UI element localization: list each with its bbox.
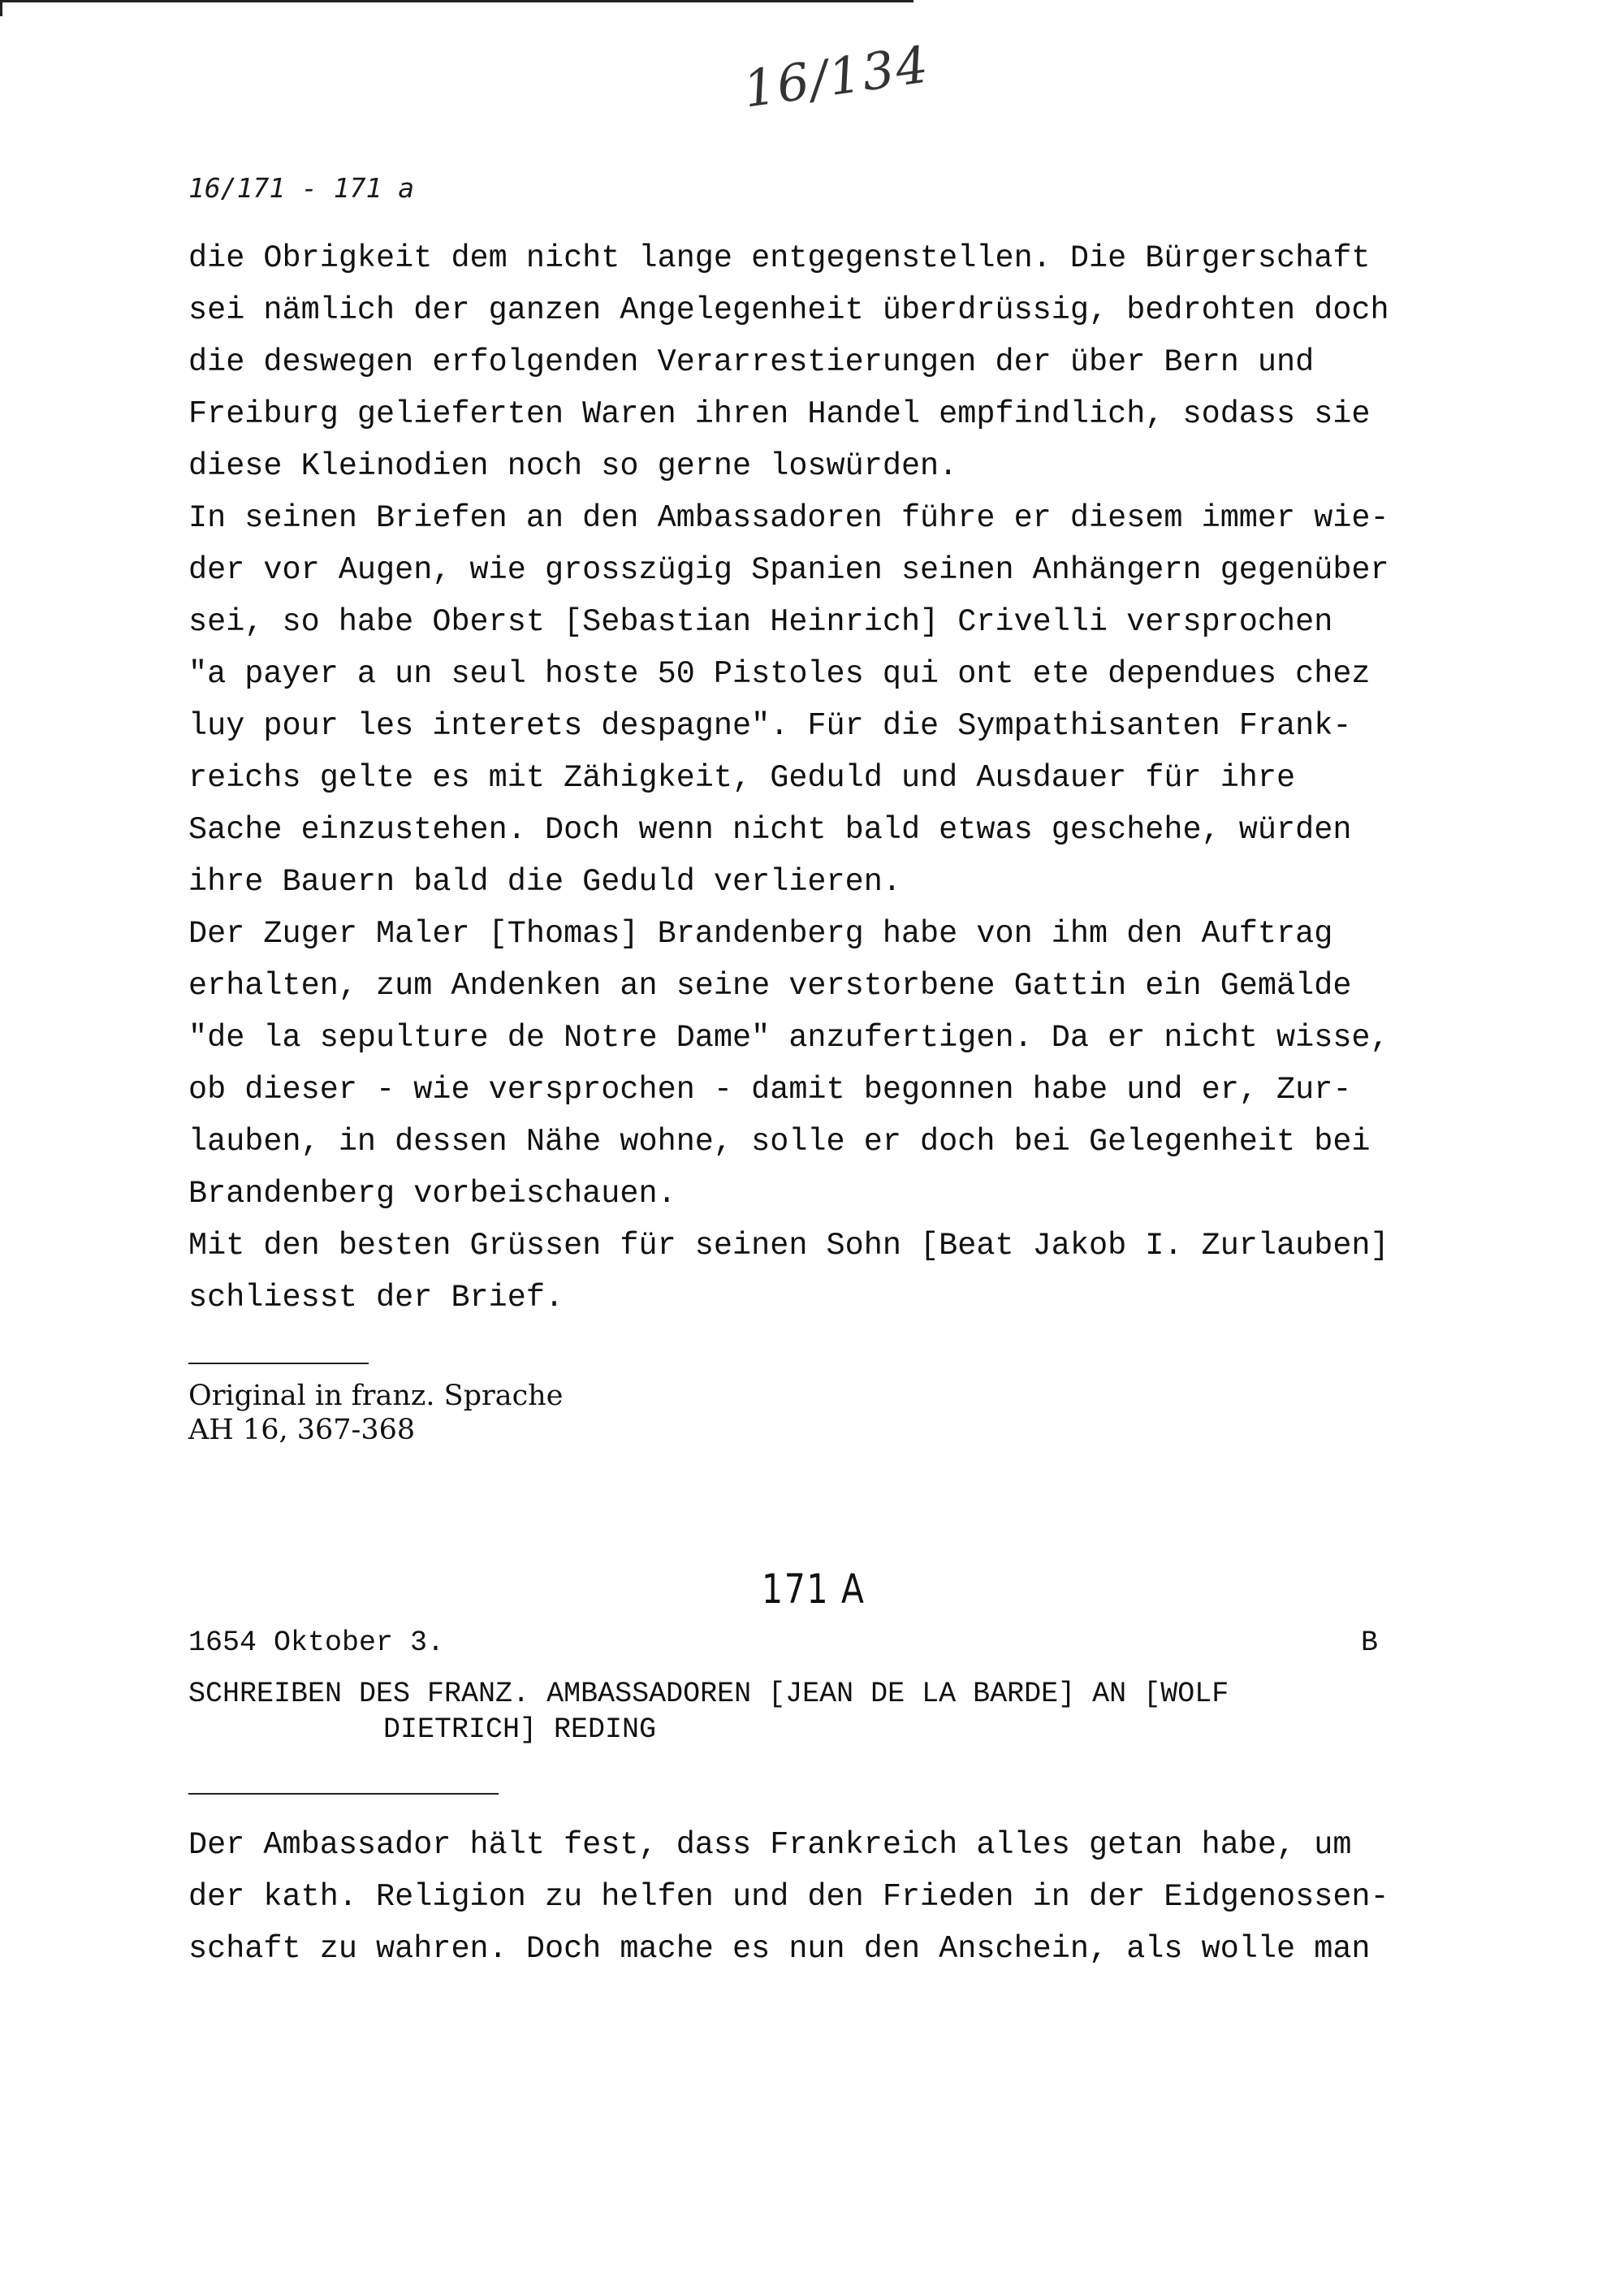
text-line: der vor Augen, wie grosszügig Spanien seinen Anhängern gegenüber [188, 552, 1389, 588]
entry-title [188, 1676, 1229, 1748]
footnote-language: Original in franz. Sprache [188, 1380, 564, 1412]
text-line: "a payer a un seul hoste 50 Pistoles qui ont ete dependues chez [188, 656, 1371, 692]
footnote-divider [188, 1363, 369, 1364]
text-line: "de la sepulture de Notre Dame" anzufertigen. Da er nicht wisse, [188, 1020, 1389, 1056]
text-line: Freiburg gelieferten Waren ihren Handel empfindlich, sodass sie [188, 396, 1371, 432]
handwritten-folio-number: 16/134 [740, 34, 934, 119]
footnote [188, 1379, 563, 1447]
text-line: erhalten, zum Andenken an seine verstorbene Gattin ein Gemälde [188, 968, 1352, 1004]
entry-summary-paragraph [188, 1819, 1455, 1975]
page-corner-mark [0, 0, 2, 16]
entry-code: B [1361, 1627, 1379, 1659]
text-line: luy pour les interets despagne". Für die Sympathisanten Frank- [188, 708, 1352, 744]
text-line: Der Zuger Maler [Thomas] Brandenberg habe von ihm den Auftrag [188, 916, 1333, 952]
document-reference: 16/171 - 171 a [188, 172, 415, 204]
text-line: diese Kleinodien noch so gerne loswürden. [188, 448, 958, 484]
entry-divider [188, 1793, 499, 1795]
text-line: In seinen Briefen an den Ambassadoren führe er diesem immer wie- [188, 500, 1389, 536]
text-line: der kath. Religion zu helfen und den Frieden in der Eidgenossen- [188, 1879, 1389, 1915]
text-line: schaft zu wahren. Doch mache es nun den Anschein, als wolle man [188, 1931, 1371, 1967]
text-line: die Obrigkeit dem nicht lange entgegenstellen. Die Bürgerschaft [188, 240, 1371, 276]
text-line: reichs gelte es mit Zähigkeit, Geduld und Ausdauer für ihre [188, 760, 1296, 796]
text-line: ob dieser - wie versprochen - damit begonnen habe und er, Zur- [188, 1072, 1352, 1108]
page-top-border [0, 0, 914, 2]
text-line: Der Ambassador hält fest, dass Frankreich alles getan habe, um [188, 1827, 1352, 1863]
entry-number: 171 A [762, 1566, 866, 1613]
entry-title-line: DIETRICH] REDING [383, 1713, 657, 1746]
main-paragraph [188, 232, 1455, 1324]
text-line: Mit den besten Grüssen für seinen Sohn [Beat Jakob I. Zurlauben] [188, 1228, 1389, 1264]
footnote-source: AH 16, 367-368 [188, 1414, 416, 1446]
text-line: sei, so habe Oberst [Sebastian Heinrich] Crivelli versprochen [188, 604, 1333, 640]
text-line: sei nämlich der ganzen Angelegenheit überdrüssig, bedrohten doch [188, 292, 1389, 328]
text-line: die deswegen erfolgenden Verarrestierungen der über Bern und [188, 344, 1315, 380]
text-line: Brandenberg vorbeischauen. [188, 1176, 676, 1212]
text-line: schliesst der Brief. [188, 1280, 564, 1315]
entry-date: 1654 Oktober 3. [188, 1627, 445, 1659]
text-line: lauben, in dessen Nähe wohne, solle er doch bei Gelegenheit bei [188, 1124, 1371, 1160]
text-line: ihre Bauern bald die Geduld verlieren. [188, 864, 901, 900]
text-line: Sache einzustehen. Doch wenn nicht bald etwas geschehe, würden [188, 812, 1352, 848]
entry-title-line: SCHREIBEN DES FRANZ. AMBASSADOREN [JEAN DE LA BARDE] AN [WOLF [188, 1678, 1229, 1710]
